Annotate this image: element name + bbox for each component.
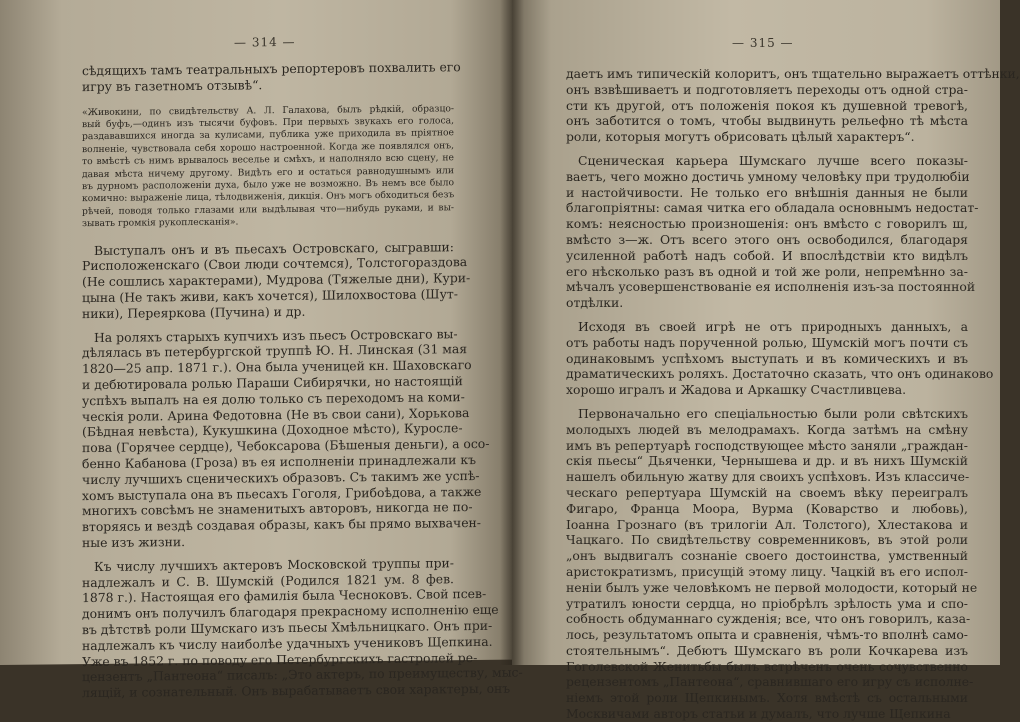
text-line: вторяясь и вездѣ создавая образы, какъ бы прямо выхвачен- (82, 515, 481, 535)
text-line: ные изъ жизни. (82, 534, 186, 551)
text-line: отъ работы надъ порученной ролью, Шумскій могъ почти съ (566, 334, 968, 350)
text-line: донимъ онъ получилъ благодаря прекрасному исполненію еще (82, 601, 499, 622)
text-line: отдѣлки. (566, 295, 624, 311)
text-line: аристократизмъ, присущій этому лицу. Чацкій въ его испол- (566, 563, 968, 579)
text-line: Исходя въ своей игрѣ не отъ природныхъ данныхъ, а (578, 318, 968, 334)
text-line: 1878 г.). Настоящая его фамилія была Чесноковъ. Свой псев- (82, 586, 487, 606)
text-line: имъ въ репертуарѣ господствующее мѣсто заняли „граждан- (566, 437, 968, 453)
paragraph-gap (566, 311, 968, 319)
text-line: собность обдуманнаго сужденія; все, что онъ говорилъ, каза- (566, 611, 971, 627)
text-line: Рисположенскаго (Свои люди сочтемся), Толстогораздова (82, 254, 468, 274)
text-line: сти къ другой, отъ положенія покоя къ душевной тревогѣ, (566, 97, 968, 113)
text-paragraph (566, 405, 978, 722)
text-line: лось, результатомъ опыта и сравненія, чѣмъ-то вполнѣ само- (566, 627, 968, 643)
text-line: роли, которыя могутъ обрисовать цѣлый характеръ“. (566, 129, 915, 145)
text-line: (Бѣдная невѣста), Кукушкина (Доходное мѣсто), Куросле- (82, 420, 463, 440)
text-line: надлежалъ къ числу наиболѣе удачныхъ учениковъ Щепкина. (82, 633, 493, 653)
text-line: успѣхъ выпалъ на ея долю только съ переходомъ на коми- (82, 388, 465, 408)
text-line: благопріятны: самая читка его обладала основнымъ недостат- (566, 200, 979, 216)
text-line: рѣчей, поводя только глазами или выдѣлывая что—нибудь руками, и вы- (82, 202, 454, 217)
book-gutter (500, 0, 524, 665)
text-line: дѣлялась въ петербургской труппѣ Ю. Н. Линская (31 мая (82, 341, 468, 361)
text-line: ніемъ этой роли Щепкинымъ. Хотя вмѣстѣ съ остальными (566, 690, 968, 706)
text-line: хорошо игралъ и Жадова и Аркашку Счастливцева. (566, 382, 907, 398)
text-line: скія пьесы“ Дьяченки, Чернышева и др. и въ нихъ Шумскій (566, 453, 968, 469)
text-line: зывать громкія рукоплесканія». (82, 216, 239, 230)
text-line: Къ числу лучшихъ актеровъ Московской труппы при- (94, 555, 454, 574)
text-line: «Живокини, по свидѣтельству А. Л. Галахова, былъ рѣдкій, образцо- (82, 102, 454, 118)
text-line: Гоголевской Женитьбы былъ встрѣченъ очень сочувственно (566, 658, 968, 674)
text-line: ческаго репертуара Шумскій на своемъ вѣку переигралъ (566, 484, 968, 500)
text-line: ники), Переяркова (Пучина) и др. (82, 303, 306, 321)
left-page (0, 0, 523, 701)
text-line: „онъ выдвигалъ сознаніе своего достоинства, умственный (566, 548, 968, 564)
text-line: Чацкаго. По свидѣтельству современниковъ, въ этой роли (566, 532, 968, 548)
text-line: ваетъ, чего можно достичь умному человѣку при трудолюбіи (566, 168, 970, 184)
text-line: пова (Горячее сердце), Чебоксарова (Бѣшеныя деньги), а осо- (82, 436, 490, 456)
text-line: многихъ совсѣмъ не знаменитыхъ авторовъ, никогда не по- (82, 499, 473, 519)
text-line: въ дѣтствѣ роли Шумскаго изъ пьесы Хмѣльницкаго. Онъ при- (82, 617, 493, 638)
text-line: Фигаро, Франца Моора, Вурма (Коварство и любовь), (566, 500, 968, 516)
text-line: одинаковымъ успѣхомъ выступать и въ комическихъ и въ (566, 350, 968, 366)
text-line: мѣчалъ усовершенствованіе ея исполненія изъ-за постоянной (566, 279, 976, 295)
text-line: то вмѣстѣ съ нимъ врывалось веселье и смѣхъ, и наполняло всю сцену, не (82, 152, 454, 168)
text-paragraph (82, 325, 490, 551)
text-line: хомъ выступала она въ пьесахъ Гоголя, Грибоѣдова, а также (82, 483, 482, 503)
text-line: игру въ газетномъ отзывѣ“. (82, 77, 263, 94)
text-line: его нѣсколько разъ въ одной и той же роли, непремѣнно за- (566, 263, 968, 279)
text-line: комично: выраженіе лица, тѣлодвиженія, дикція. Онъ могъ обходиться безъ (82, 189, 455, 205)
text-line: сѣдящихъ тамъ театральныхъ репортеровъ похвалить его (82, 59, 461, 79)
text-line: раздававшихся иногда за кулисами, публика уже приходила въ пріятное (82, 127, 454, 143)
text-line: неніи былъ уже человѣкомъ не первой молодости, который не (566, 579, 978, 595)
text-line: рецензентомъ „Пантеона“, сравнившаго его игру съ исполне- (566, 674, 974, 690)
text-line: Іоанна Грознаго (въ трилогіи Ал. Толстого), Хлестакова и (566, 516, 968, 532)
text-line: драматическихъ роляхъ. Достаточно сказать, что онъ одинаково (566, 366, 994, 382)
text-line: 1820—25 апр. 1871 г.). Она была ученицей кн. Шаховскаго (82, 357, 472, 377)
text-line: вый буфъ,—одинъ изъ тысячи буфовъ. При первыхъ звукахъ его голоса, (82, 115, 454, 131)
paragraph-gap (566, 145, 968, 153)
text-paragraph (82, 555, 523, 701)
text-paragraph (566, 152, 979, 311)
text-line: вмѣсто з—ж. Отъ всего этого онъ освободился, благодаря (566, 231, 968, 247)
paragraph-gap (566, 398, 968, 406)
text-line: ческія роли. Арина Федотовна (Не въ свои сани), Хорькова (82, 404, 470, 424)
text-line: давая мѣста ничему другому. Видѣть его и остаться равнодушнымъ или (82, 164, 454, 180)
text-line: Уже въ 1852 г. по поводу его Петербургскихъ гастролей ре- (82, 649, 478, 669)
text-line: бенно Кабанова (Гроза) въ ея исполненіи принадлежали къ (82, 452, 476, 472)
right-page-text (566, 66, 1020, 722)
text-line: въ дурномъ расположеніи духа, было уже не возможно. Въ немъ все было (82, 177, 454, 193)
text-line: и настойчивости. Не только его внѣшнія данныя не были (566, 184, 968, 200)
left-page-text (82, 59, 523, 701)
text-line: и дебютировала ролью Параши Сибирячки, но настоящій (82, 373, 463, 393)
text-paragraph (82, 59, 461, 94)
text-line: даетъ имъ типическій колоритъ, онъ тщательно выражаетъ оттѣнки, (566, 66, 1020, 81)
text-line: надлежалъ и С. В. Шумскій (Родился 1821 ум. 8 фев. (82, 570, 454, 590)
text-line: нашелъ обильную жатву для своихъ успѣховъ. Изъ классиче- (566, 469, 970, 485)
text-line: числу лучшихъ сценическихъ образовъ. Съ такимъ же успѣ- (82, 467, 480, 487)
text-line: Сценическая карьера Шумскаго лучше всего показы- (578, 152, 968, 168)
text-line: цына (Не такъ живи, какъ хочется), Шилохвостова (Шут- (82, 286, 458, 306)
text-paragraph (566, 318, 994, 398)
text-line: цензентъ „Пантеона“ писалъ: „Это актеръ, по преимуществу, мыс- (82, 664, 523, 685)
right-page (512, 0, 1020, 722)
text-line: волненіе, чувствовала себя хорошо настроенной. Когда же появлялся онъ, (82, 140, 454, 155)
text-line: утратилъ юности сердца, но пріобрѣлъ зрѣлость ума и спо- (566, 595, 968, 611)
text-line: молодыхъ людей въ мелодрамахъ. Когда затѣмъ на смѣну (566, 421, 968, 437)
text-line: (Не сошлись характерами), Мудрова (Тяжелые дни), Кури- (82, 270, 471, 290)
text-line: Выступалъ онъ и въ пьесахъ Островскаго, сыгравши: (94, 238, 454, 258)
text-line: На роляхъ старыхъ купчихъ изъ пьесъ Островскаго вы- (94, 325, 458, 345)
text-line: комъ: неясностью произношенія: онъ вмѣсто с говорилъ ш, (566, 216, 968, 232)
page-number-315: — 315 — (732, 36, 794, 50)
text-line: онъ взвѣшиваетъ и подготовляетъ переходы отъ одной стра- (566, 81, 968, 97)
text-line: онъ заботится о томъ, чтобы выдвинуть рельефно тѣ мѣста (566, 113, 968, 129)
footnote-paragraph (82, 103, 454, 231)
text-paragraph (82, 238, 471, 322)
text-line: Первоначально его спеціальностью были роли свѣтскихъ (578, 405, 968, 421)
page-number-314: — 314 — (234, 34, 296, 50)
text-line: лящій, и сознательный. Онъ вырабатываетъ свои характеры, онъ (82, 680, 511, 701)
text-paragraph (566, 66, 1020, 145)
text-line: усиленной работѣ надъ собой. И впослѣдствіи кто видѣлъ (566, 247, 968, 263)
text-line: Москвичами авторъ статьи и думалъ, что лучше Щепкина (566, 706, 951, 722)
text-line: стоятельнымъ“. Дебютъ Шумскаго въ роли Кочкарева изъ (566, 642, 968, 658)
